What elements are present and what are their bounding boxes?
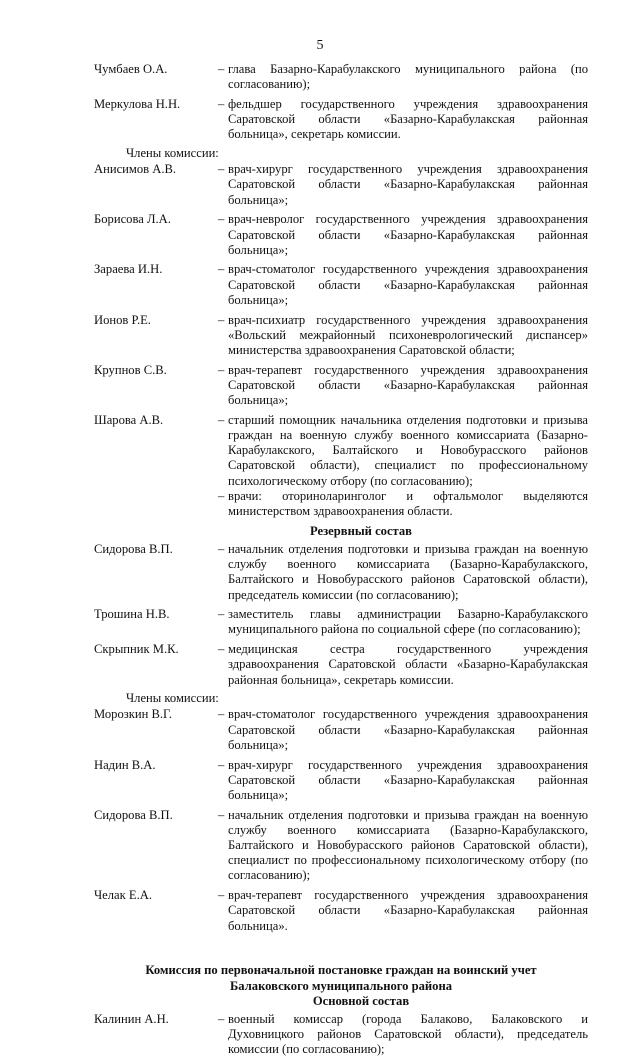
member-entry (94, 162, 588, 208)
entry-name: Морозкин В.Г. (94, 707, 173, 722)
entry-dash: – (218, 62, 225, 76)
member-entry (94, 313, 588, 359)
entry-dash: – (218, 607, 225, 622)
member-entry (94, 607, 588, 637)
member-entry (94, 97, 588, 143)
doctors-note-entry (94, 489, 588, 519)
entry-description: начальник отделения подготовки и призыва граждан на военную службу военного комиссариата (Базарно-Карабулакского, Балтайского и Новобурасского районов Саратовской области), специалист по профессиональному психологическому отбору (по согласованию); (228, 807, 588, 883)
commission-title (94, 962, 588, 994)
members-label: Члены комиссии: (126, 146, 219, 161)
entry-description: врач-стоматолог государственного учреждения здравоохранения Саратовской области «Базарно-Карабулакская районная больница»; (228, 262, 588, 307)
commission-title-line: Комиссия по первоначальной постановке граждан на воинский учет (145, 962, 537, 977)
block-2 (94, 162, 588, 489)
entry-dash: – (218, 757, 225, 772)
entry-name (94, 489, 218, 519)
main-heading: Основной состав (312, 993, 410, 1008)
entry-dash: – (218, 642, 225, 657)
entry-dash: – (218, 807, 225, 822)
entry-name: Челак Е.А. (94, 888, 153, 903)
member-entry (94, 262, 588, 308)
entry-description: врач-стоматолог государственного учреждения здравоохранения Саратовской области «Базарно-Карабулакская районная больница»; (228, 707, 588, 752)
member-entry (94, 707, 588, 753)
members-label: Члены комиссии: (126, 691, 219, 706)
block-3 (94, 542, 588, 688)
entry-dash: – (218, 96, 225, 111)
member-entry (94, 808, 588, 884)
entry-dash: – (218, 312, 225, 327)
entry-name: Борисова Л.А. (94, 212, 171, 227)
entry-name: Скрыпник М.К. (94, 642, 179, 657)
entry-name: Чумбаев О.А. (94, 62, 168, 76)
entry-name: Зараева И.Н. (94, 262, 163, 277)
entry-description: заместитель главы администрации Базарно-Карабулакского муниципального района по социальной сфере (по согласованию); (228, 607, 588, 637)
member-entry (94, 363, 588, 409)
entry-description: врач-хирург государственного учреждения здравоохранения Саратовской области «Базарно-Карабулакская районная больница»; (228, 757, 588, 802)
member-entry (94, 212, 588, 258)
entry-description: глава Базарно-Карабулакского муниципального района (по согласованию); (228, 62, 588, 92)
entry-dash: – (218, 412, 225, 427)
document-body (94, 62, 588, 1062)
member-entry (94, 888, 588, 934)
entry-description: врач-психиатр государственного учреждения здравоохранения «Вольский межрайонный психоневрологический диспансер» министерства здравоохранения Саратовской области; (228, 312, 588, 357)
entry-description: врачи: оториноларинголог и офтальмолог выделяются министерством здравоохранения области. (228, 488, 588, 518)
entry-name: Шарова А.В. (94, 412, 164, 427)
entry-name: Крупнов С.В. (94, 362, 167, 377)
member-entry (94, 1012, 588, 1058)
entry-description: фельдшер государственного учреждения здравоохранения Саратовской области «Базарно-Карабулакская районная больница», секретарь комиссии. (228, 96, 588, 142)
entry-name: Меркулова Н.Н. (94, 96, 181, 111)
entry-description: врач-хирург государственного учреждения здравоохранения Саратовской области «Базарно-Карабулакская районная больница»; (228, 162, 588, 207)
member-entry (94, 542, 588, 603)
page-number: 5 (316, 38, 324, 53)
entry-name: Сидорова В.П. (94, 541, 173, 556)
block-5 (94, 1012, 588, 1058)
member-entry (94, 642, 588, 688)
entry-name: Калинин А.Н. (94, 1011, 169, 1026)
commission-title-line: Балаковского муниципального района (229, 978, 453, 993)
entry-dash: – (218, 362, 225, 377)
entry-dash: – (218, 488, 225, 503)
entry-dash: – (218, 707, 225, 722)
entry-dash: – (218, 541, 225, 556)
member-entry (94, 413, 588, 489)
entry-description: врач-терапевт государственного учреждения здравоохранения Саратовской области «Базарно-Карабулакская районная больница»; (228, 362, 588, 408)
entry-description: медицинская сестра государственного учреждения здравоохранения Саратовской области «Базарно-Карабулакская районная больница», секретарь комиссии. (228, 642, 588, 687)
entry-name: Надин В.А. (94, 757, 156, 772)
entry-name: Трошина Н.В. (94, 607, 170, 622)
entry-dash: – (218, 1011, 225, 1026)
entry-description: старший помощник начальника отделения подготовки и призыва граждан на военную службу военного комиссариата (Базарно-Карабулакского, Балтайского и Новобурасского районов Саратовской области), специалист по профессиональному психологическому отбору (по согласованию); (228, 412, 588, 488)
member-entry (94, 758, 588, 804)
entry-description: врач-терапевт государственного учреждения здравоохранения Саратовской области «Базарно-Карабулакская районная больница». (228, 888, 588, 933)
entry-description: врач-невролог государственного учреждения здравоохранения Саратовской области «Базарно-Карабулакская районная больница»; (228, 212, 588, 257)
entry-name: Анисимов А.В. (94, 162, 177, 177)
entry-description: военный комиссар (города Балаково, Балаковского и Духовницкого районов Саратовской области), председатель комиссии (по согласованию); (228, 1011, 588, 1057)
entry-dash: – (218, 162, 225, 177)
entry-dash: – (218, 888, 225, 903)
block-1 (94, 62, 588, 143)
reserve-heading: Резервный состав (310, 523, 412, 538)
member-entry (94, 62, 588, 92)
entry-dash: – (218, 262, 225, 277)
entry-name: Ионов Р.Е. (94, 312, 151, 327)
entry-name: Сидорова В.П. (94, 807, 173, 822)
entry-dash: – (218, 212, 225, 227)
block-4 (94, 707, 588, 933)
entry-description: начальник отделения подготовки и призыва граждан на военную службу военного комиссариата (Базарно-Карабулакского, Балтайского и Новобурасского районов Саратовской области), председатель комиссии (по согласованию); (228, 541, 588, 602)
